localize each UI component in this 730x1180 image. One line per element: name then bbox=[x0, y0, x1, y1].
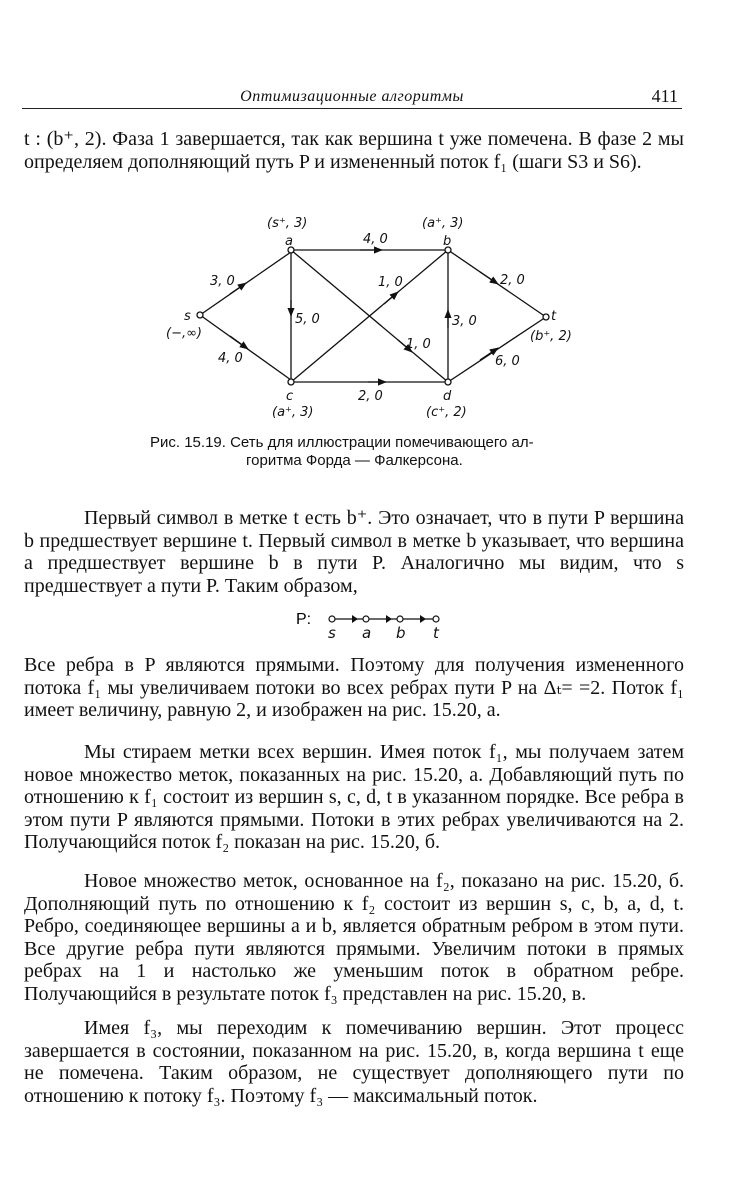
edge-label-d-t: 6, 0 bbox=[495, 354, 520, 369]
node-a-label: (s⁺, 3) bbox=[267, 216, 308, 231]
edge-label-a-d: 1, 0 bbox=[406, 337, 431, 352]
node-s-label: (−,∞) bbox=[166, 326, 202, 341]
node-t-label: (b⁺, 2) bbox=[530, 329, 572, 344]
paragraph-3: Все ребра в P являются прямыми. Поэтому для получения измененного потока f₁ мы увеличиваем потоки во всех ребрах пути P на Δₜ= =2. Поток f₁ имеет величину, равную 2, и изображен на рис. 15.20, а. bbox=[24, 654, 684, 722]
caption-line-1: Рис. 15.19. Сеть для иллюстрации помечивающего ал- bbox=[150, 434, 534, 451]
node-c-label: (a⁺, 3) bbox=[272, 405, 314, 420]
figure-caption bbox=[150, 434, 590, 470]
edge-label-a-c: 5, 0 bbox=[295, 312, 320, 327]
running-title: Оптимизационные алгоритмы bbox=[240, 88, 464, 105]
node-t bbox=[543, 314, 549, 320]
page-header bbox=[22, 86, 682, 109]
path-arrow-3 bbox=[420, 615, 426, 623]
arrow-c-b bbox=[384, 292, 398, 304]
node-s-name: s bbox=[184, 309, 191, 324]
path-label-b: b bbox=[396, 624, 406, 642]
path-arrow-2 bbox=[386, 615, 392, 623]
paragraph-4: Мы стираем метки всех вершин. Имея поток f₁, мы получаем затем новое множество меток, показанных на рис. 15.20, а. Добавляющий путь по отношению к f₁ состоит из вершин s, c, d, t в указанном порядке. Все ребра в этом пути P являются прямыми. Потоки в этих ребрах увеличиваются на 2. Получающийся поток f₂ показан на рис. 15.20, б. bbox=[24, 741, 684, 854]
node-b-label: (a⁺, 3) bbox=[422, 216, 464, 231]
paragraph-2: Первый символ в метке t есть b⁺. Это означает, что в пути P вершина b предшествует вершине t. Первый символ в метке b указывает, что вершина a предшествует вершине b в пути P. Аналогично мы видим, что s предшествует a пути P. Таким образом, bbox=[24, 507, 684, 597]
path-arrow-1 bbox=[352, 615, 358, 623]
node-b-name: b bbox=[443, 234, 452, 249]
path-label-t: t bbox=[433, 624, 439, 642]
network-graph bbox=[160, 210, 580, 425]
edge-label-s-a: 3, 0 bbox=[210, 274, 235, 289]
path-prefix: P: bbox=[296, 611, 312, 628]
edge-label-a-b: 4, 0 bbox=[363, 232, 388, 247]
path-node-a bbox=[363, 616, 369, 622]
node-a-name: a bbox=[285, 234, 293, 249]
node-d-name: d bbox=[443, 389, 452, 404]
node-d-label: (c⁺, 2) bbox=[426, 405, 467, 420]
node-s bbox=[197, 312, 203, 318]
edge-label-s-c: 4, 0 bbox=[218, 351, 243, 366]
path-label-s: s bbox=[328, 624, 336, 642]
arrow-b-t bbox=[480, 272, 498, 284]
caption-line-2: горитма Форда — Фалкерсона. bbox=[246, 452, 463, 469]
paragraph-5: Новое множество меток, основанное на f₂, показано на рис. 15.20, б. Дополняющий путь по отношению к f₂ состоит из вершин s, c, b, a, d, t. Ребро, соединяющее вершины a и b, является обратным ребром в этом пути. Все другие ребра пути являются прямыми. Увеличим потоки в прямых ребрах на 1 и настолько же уменьшим поток в обратном ребре. Получающийся в результате поток f₃ представлен на рис. 15.20, в. bbox=[24, 870, 684, 1005]
node-t-name: t bbox=[551, 309, 557, 324]
path-diagram bbox=[294, 606, 454, 642]
node-d bbox=[445, 379, 451, 385]
path-node-t bbox=[433, 616, 439, 622]
paragraph-1: t : (b⁺, 2). Фаза 1 завершается, так как вершина t уже помечена. В фазе 2 мы определяем дополняющий путь P и измененный поток f₁ (шаги S3 и S6). bbox=[24, 128, 684, 173]
node-c bbox=[288, 379, 294, 385]
edge-label-d-b: 3, 0 bbox=[452, 314, 477, 329]
edge-label-b-t: 2, 0 bbox=[500, 273, 525, 288]
path-label-a: a bbox=[362, 624, 372, 642]
node-c-name: c bbox=[286, 389, 294, 404]
page-number: 411 bbox=[651, 86, 678, 106]
path-node-b bbox=[397, 616, 403, 622]
edge-label-c-d: 2, 0 bbox=[358, 389, 383, 404]
path-node-s bbox=[329, 616, 335, 622]
edge-label-c-b: 1, 0 bbox=[378, 275, 403, 290]
arrow-s-c bbox=[230, 336, 248, 349]
paragraph-6: Имея f₃, мы переходим к помечиванию вершин. Этот процесс завершается в состоянии, показанном на рис. 15.20, в, когда вершина t еще не помечена. Таким образом, не существует дополняющего пути по отношению к потоку f₃. Поэтому f₃ — максимальный поток. bbox=[24, 1017, 684, 1107]
